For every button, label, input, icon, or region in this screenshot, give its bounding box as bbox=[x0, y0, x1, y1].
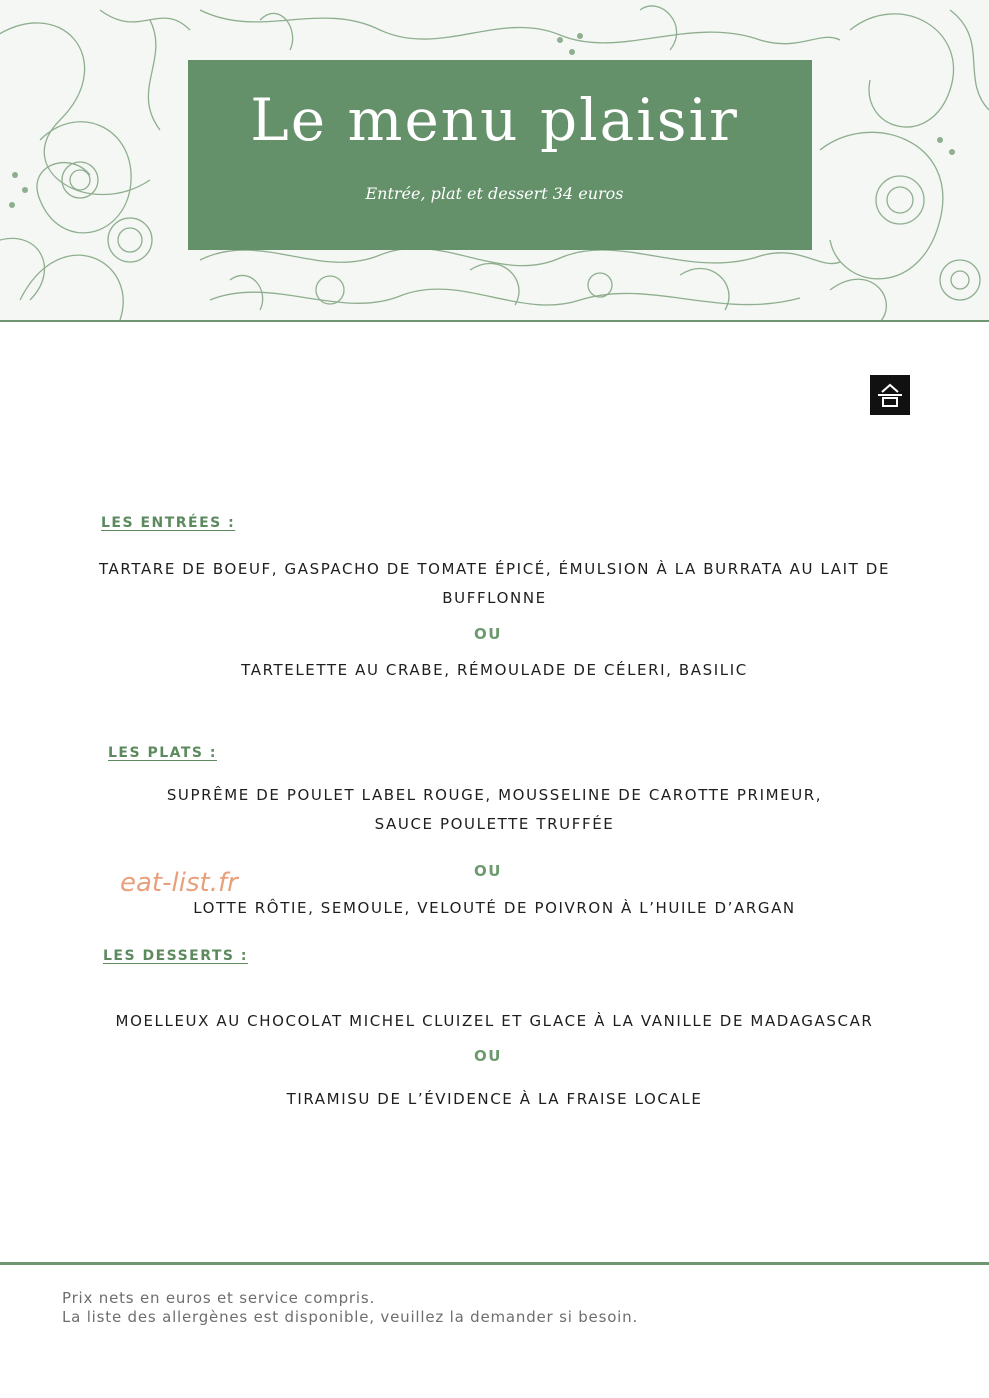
page-title: Le menu plaisir bbox=[250, 86, 739, 154]
section-heading-desserts: LES DESSERTS : bbox=[103, 948, 248, 964]
menu-item: SAUCE POULETTE TRUFFÉE bbox=[374, 815, 615, 833]
page-subtitle: Entrée, plat et dessert 34 euros bbox=[365, 184, 624, 203]
menu-item: TIRAMISU DE L’ÉVIDENCE À LA FRAISE LOCALE bbox=[286, 1090, 703, 1108]
menu-item: BUFFLONNE bbox=[442, 589, 547, 607]
section-heading-plats: LES PLATS : bbox=[108, 745, 217, 761]
menu-item: TARTELETTE AU CRABE, RÉMOULADE DE CÉLERI, BASILIC bbox=[241, 661, 748, 679]
house-logo-icon bbox=[870, 375, 910, 415]
header-divider bbox=[0, 320, 989, 322]
header-banner bbox=[0, 0, 989, 322]
or-separator: OU bbox=[474, 625, 502, 643]
or-separator: OU bbox=[474, 862, 502, 880]
menu-item: MOELLEUX AU CHOCOLAT MICHEL CLUIZEL ET GLACE À LA VANILLE DE MADAGASCAR bbox=[115, 1012, 874, 1030]
menu-item: LOTTE RÔTIE, SEMOULE, VELOUTÉ DE POIVRON À L’HUILE D’ARGAN bbox=[193, 899, 796, 917]
or-separator: OU bbox=[474, 1047, 502, 1065]
footer-allergens-note: La liste des allergènes est disponible, veuillez la demander si besoin. bbox=[62, 1308, 639, 1326]
menu-item: TARTARE DE BOEUF, GASPACHO DE TOMATE ÉPICÉ, ÉMULSION À LA BURRATA AU LAIT DE bbox=[98, 560, 891, 578]
footer-prices-note: Prix nets en euros et service compris. bbox=[62, 1289, 376, 1307]
watermark: eat-list.fr bbox=[120, 868, 238, 898]
menu-item: SUPRÊME DE POULET LABEL ROUGE, MOUSSELINE DE CAROTTE PRIMEUR, bbox=[166, 786, 823, 804]
section-heading-entrees: LES ENTRÉES : bbox=[101, 515, 236, 531]
footer-divider bbox=[0, 1262, 989, 1265]
